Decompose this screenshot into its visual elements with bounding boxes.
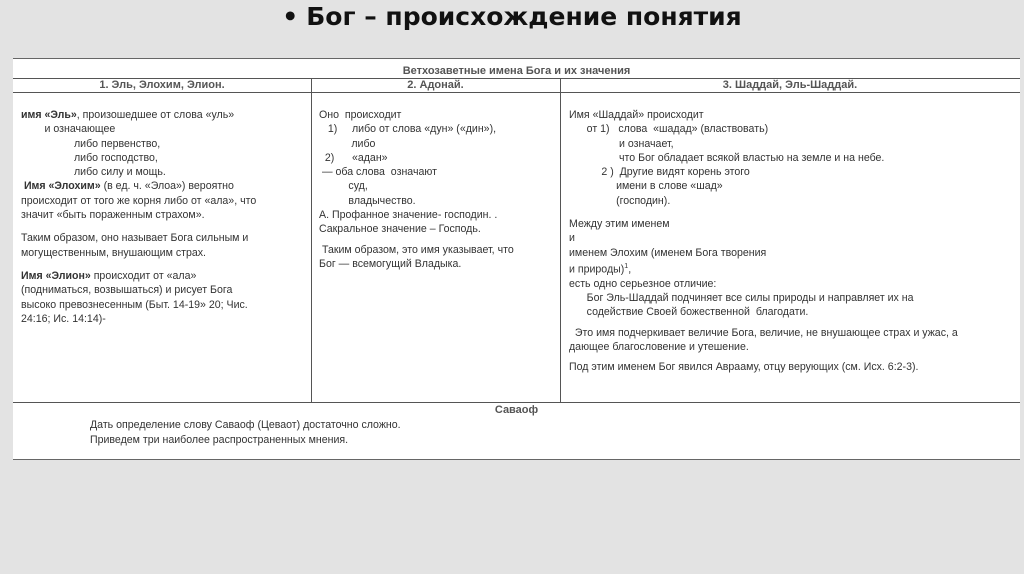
el-line: либо господство,	[21, 151, 158, 164]
shaddai-line: есть одно серьезное отличие:	[569, 277, 717, 290]
column-header-3: 3. Шаддай, Эль-Шаддай.	[722, 79, 858, 91]
column-divider-2	[560, 78, 561, 402]
shaddai-line: и	[569, 232, 575, 245]
slide-title-text: Бог – происхождение понятия	[306, 2, 742, 31]
elion-text: происходит от «ала»	[90, 269, 197, 282]
adonai-line: либо	[319, 137, 376, 150]
table-header: Ветхозаветные имена Бога и их значения	[402, 65, 631, 77]
shaddai-line: и природы)	[569, 263, 625, 276]
shaddai-line: Это имя подчеркивает величие Бога, величие, не внушающее страх и ужас, а	[569, 326, 958, 339]
sabaoth-title: Саваоф	[494, 404, 539, 416]
bullet: •	[282, 2, 299, 31]
column-1-content	[21, 108, 307, 326]
column-divider-1	[311, 78, 312, 402]
adonai-line: Бог — всемогущий Владыка.	[319, 257, 462, 270]
adonai-line: 2) «адан»	[319, 151, 388, 164]
adonai-line: владычество.	[319, 194, 416, 207]
adonai-line: Оно происходит	[319, 109, 402, 121]
elion-name: Имя «Элион»	[21, 269, 91, 282]
elohim-text: (в ед. ч. «Элоа») вероятно	[100, 180, 234, 193]
shaddai-line: Между этим именем	[569, 218, 670, 231]
el-line: и означающее	[21, 123, 116, 136]
sabaoth-line: Приведем три наиболее распространенных мнения.	[90, 434, 349, 446]
shaddai-line: что Бог обладает всякой властью на земле и на небе.	[569, 151, 885, 164]
column-3-content	[569, 108, 1017, 375]
sabaoth-divider	[13, 402, 1020, 403]
shaddai-line: и означает,	[569, 137, 674, 150]
elion-line: высоко превознесенным (Быт. 14-19» 20; Чис.	[21, 298, 248, 311]
shaddai-line-end: ,	[628, 263, 632, 276]
elohim-name: Имя «Элохим»	[21, 180, 101, 193]
elion-line: (подниматься, возвышаться) и рисует Бога	[21, 284, 233, 297]
shaddai-line: Имя «Шаддай» происходит	[569, 109, 704, 121]
adonai-line: 1) либо от слова «дун» («дин»),	[319, 123, 497, 136]
shaddai-line: Под этим именем Бог явился Аврааму, отцу верующих (см. Исх. 6:2-3).	[569, 361, 919, 374]
column-header-divider	[13, 92, 1020, 93]
sabaoth-content	[90, 418, 401, 448]
names-table	[13, 58, 1020, 460]
elohim-line: значит «быть пораженным страхом».	[21, 209, 205, 222]
slide-title	[0, 2, 1024, 31]
shaddai-line: содействие Своей божественной благодати.	[569, 306, 809, 319]
shaddai-line: Бог Эль-Шаддай подчиняет все силы природы и направляет их на	[569, 292, 914, 305]
el-text: , произошедшее от слова «уль»	[76, 109, 235, 121]
shaddai-line: 2 ) Другие видят корень этого	[569, 166, 750, 179]
adonai-line: А. Профанное значение- господин. .	[319, 209, 498, 222]
elohim-line: происходит от того же корня либо от «ала», что	[21, 194, 257, 207]
adonai-line: — оба слова означают	[319, 166, 437, 179]
shaddai-line: имени в слове «шад»	[569, 180, 723, 193]
shaddai-line: дающее благословение и утешение.	[569, 340, 749, 353]
summary-line: могущественным, внушающим страх.	[21, 246, 207, 259]
el-line: либо силу и мощь.	[21, 166, 166, 179]
column-header-2: 2. Адонай.	[407, 79, 464, 91]
adonai-line: суд,	[319, 180, 368, 193]
summary-line: Таким образом, оно называет Бога сильным и	[21, 232, 249, 245]
el-line: либо первенство,	[21, 137, 161, 150]
shaddai-line: именем Элохим (именем Бога творения	[569, 246, 767, 259]
shaddai-line: от 1) слова «шадад» (властвовать)	[569, 123, 769, 136]
sabaoth-line: Дать определение слову Саваоф (Цеваот) достаточно сложно.	[90, 419, 401, 431]
shaddai-line: (господин).	[569, 194, 671, 207]
adonai-line: Сакральное значение – Господь.	[319, 223, 481, 236]
elion-line: 24:16; Ис. 14:14)-	[21, 312, 106, 325]
column-header-1: 1. Эль, Элохим, Элион.	[99, 79, 225, 91]
footnote-marker: 1	[624, 262, 629, 270]
column-2-content	[319, 108, 555, 271]
adonai-line: Таким образом, это имя указывает, что	[319, 243, 514, 256]
el-name: имя «Эль»	[21, 109, 77, 121]
